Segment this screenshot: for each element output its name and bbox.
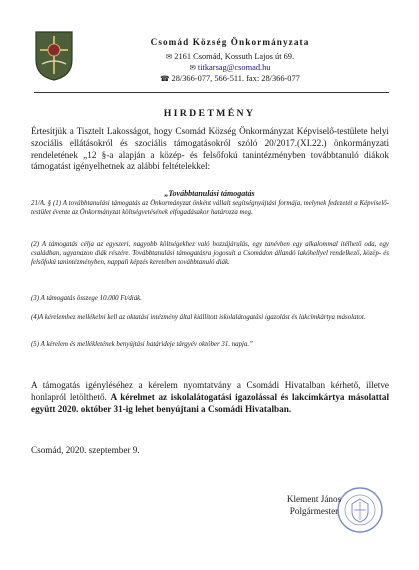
signatory-title: Polgármester (289, 506, 339, 516)
excerpt-paragraph-1: 21/A. § (1) A továbbtanulási támogatás az Önkormányzat önként vállalt segítségnyújtási formája, melynek fedezetét a Képviselő-testület évente az Önkormányzat költségvetésének elfogadásakor határozza meg. (31, 200, 389, 217)
excerpt-paragraph-5: (5) A kérelem és mellékletének benyújtási határideje tárgyév október 31. napja.” (31, 341, 253, 348)
organization-phone (100, 74, 360, 83)
intro-paragraph: Értesítjük a Tisztelt Lakosságot, hogy Csomád Község Önkormányzat Képviselő-testülete helyi szociális ellátásokról és szociális támogatásokról szóló 20/2017.(XI.22.) önkormányzati rendeletének „12 §-a alapján a közép- és felsőfokú tanintézményben továbbtanuló diákok támogatást igényelhetnek az alábbi feltételekkel: (31, 126, 389, 172)
document-date: Csomád, 2020. szeptember 9. (31, 445, 140, 455)
phone-icon: ☎ (160, 74, 170, 83)
excerpt-heading: „Továbbtanulási támogatás (164, 189, 255, 198)
excerpt-paragraph-3: (3) A támogatás összege 10.000 Ft/diák. (31, 295, 142, 302)
header-divider (34, 92, 389, 93)
excerpt-paragraph-4: (4)A kérelemhez mellékelni kell az oktatási intézmény által kiállított iskolalátogatási igazolást és lakcímkártya másolatot. (31, 314, 366, 321)
application-info: A támogatás igényléséhez a kérelem nyomtatvány a Csomádi Hivatalban kérhető, illetve honlapról letölthető. (31, 380, 389, 402)
phone-text: 28/366-077, 566-511. fax: 28/366-077 (171, 74, 300, 83)
mail-icon: ✉ (189, 63, 196, 72)
crest-emblem-icon (34, 30, 74, 82)
document-title: HIRDETMÉNY (163, 108, 256, 119)
organization-name: Csomád Község Önkormányzata (150, 37, 310, 47)
email-link[interactable]: titkarsag@csomad.hu (197, 63, 271, 72)
organization-email (100, 63, 360, 72)
application-paragraph (31, 380, 389, 415)
signatory-name: Klement János (286, 494, 342, 504)
address-text: 2161 Csomád, Kossuth Lajos út 69. (174, 52, 295, 61)
excerpt-paragraph-2: (2) A támogatás célja az egyszeri, nagyobb költségekhez való hozzájárulás, egy tanévben egy alkalommal ítélhető oda, egy családban, ugyanazon diák részére. Továbbtanulási támogatásra jogosult a Csomádon állandó lakóhellyel rendelkező, közép- és felsőfokú tanintézményben, nappali képzés keretében továbbtanuló diák. (31, 241, 389, 267)
envelope-icon: ✉ (165, 52, 173, 61)
deadline-notice: A kérelmet az iskolalátogatási igazolással és lakcímkártya másolattal együtt 2020. október 31-ig lehet benyújtani a Csomádi Hivatalban. (31, 391, 389, 414)
organization-address (100, 52, 360, 61)
